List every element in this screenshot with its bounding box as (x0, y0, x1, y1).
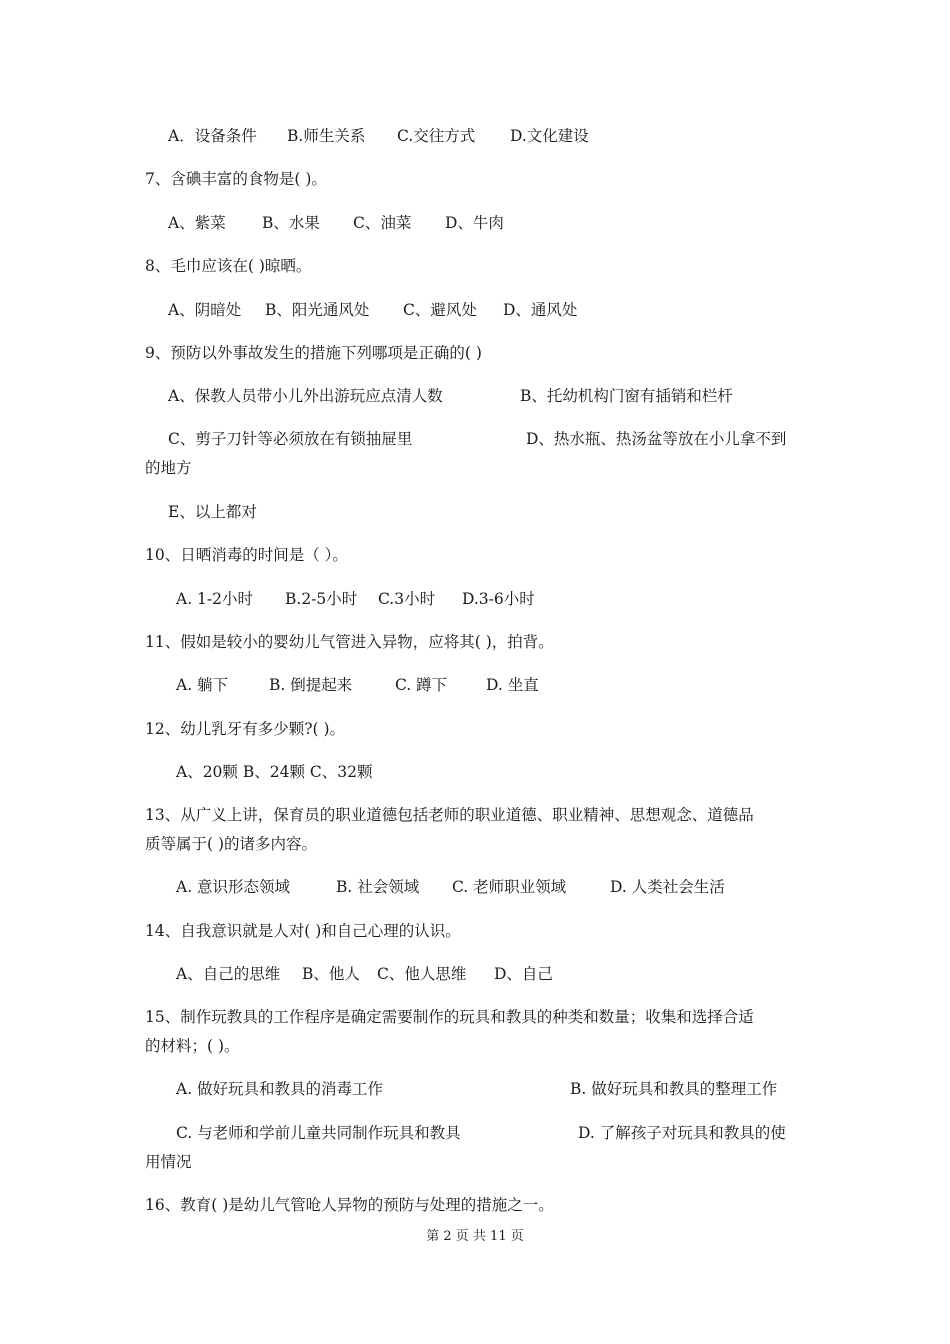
q15-option-c: C. 与老师和学前儿童共同制作玩具和教具 (176, 1124, 461, 1142)
q8-question: 8、毛巾应该在( )晾晒。 (145, 257, 312, 275)
q14-option-b: B、他人 (302, 965, 360, 983)
q6-option-d: D.文化建设 (510, 127, 589, 145)
q8-options (0, 296, 950, 325)
q11-option-c: C. 蹲下 (395, 676, 448, 694)
q15-question-continued: 的材料；( )。 (145, 1037, 240, 1055)
q8-option-b: B、阳光通风处 (265, 301, 370, 319)
q10-option-a: A. 1-2小时 (176, 590, 254, 608)
q14-option-c: C、他人思维 (377, 965, 467, 983)
q14-option-d: D、自己 (494, 965, 553, 983)
q15-option-b: B. 做好玩具和教具的整理工作 (570, 1080, 778, 1098)
q7-option-c: C、油菜 (353, 214, 412, 232)
q7-options (0, 209, 950, 238)
q11-option-d: D. 坐直 (486, 676, 539, 694)
q10-option-b: B.2-5小时 (285, 590, 358, 608)
q8-option-a: A、阴暗处 (168, 301, 242, 319)
q8-option-d: D、通风处 (503, 301, 578, 319)
q15-question: 15、制作玩教具的工作程序是确定需要制作的玩具和教具的种类和数量；收集和选择合适 (145, 1008, 754, 1026)
q11-option-a: A. 躺下 (176, 676, 229, 694)
q9-option-d: D、热水瓶、热汤盆等放在小儿拿不到 (526, 430, 787, 448)
page-number-footer: 第 2 页 共 11 页 (426, 1229, 524, 1244)
q13-options (0, 873, 950, 902)
q13-question-continued: 质等属于( )的诸多内容。 (145, 835, 318, 853)
q14-question: 14、自我意识就是人对( )和自己心理的认识。 (145, 922, 461, 940)
q6-options (0, 122, 950, 151)
q12-options: A、20颗 B、24颗 C、32颗 (176, 763, 373, 781)
q8-option-c: C、避风处 (403, 301, 477, 319)
q7-question: 7、含碘丰富的食物是( )。 (145, 170, 327, 188)
q10-question: 10、日晒消毒的时间是（ ）。 (145, 546, 348, 564)
q13-option-d: D. 人类社会生活 (610, 878, 725, 896)
q10-options (0, 585, 950, 614)
q7-option-d: D、牛肉 (445, 214, 504, 232)
q7-option-a: A、紫菜 (168, 214, 226, 232)
q9-question: 9、预防以外事故发生的措施下列哪项是正确的( ) (145, 344, 482, 362)
q14-options (0, 960, 950, 989)
q12-question: 12、幼儿乳牙有多少颗?( )。 (145, 720, 346, 738)
q9-option-c: C、剪子刀针等必须放在有锁抽屉里 (168, 430, 413, 448)
q15-option-d: D. 了解孩子对玩具和教具的使 (578, 1124, 786, 1142)
q10-option-c: C.3小时 (378, 590, 436, 608)
q11-options (0, 671, 950, 700)
q6-option-b: B.师生关系 (287, 127, 366, 145)
q16-question: 16、教育( )是幼儿气管呛人异物的预防与处理的措施之一。 (145, 1196, 554, 1214)
q9-option-a: A、保教人员带小儿外出游玩应点清人数 (168, 387, 443, 405)
q7-option-b: B、水果 (262, 214, 320, 232)
q6-option-a: A．设备条件 (168, 127, 257, 145)
q13-option-b: B. 社会领域 (336, 878, 420, 896)
q13-option-a: A. 意识形态领域 (176, 878, 291, 896)
q9-option-b: B、托幼机构门窗有插销和栏杆 (520, 387, 733, 405)
q11-question: 11、假如是较小的婴幼儿气管进入异物，应将其( )，拍背。 (145, 633, 554, 651)
q9-option-d-continued: 的地方 (145, 459, 192, 477)
q14-option-a: A、自己的思维 (176, 965, 281, 983)
q9-option-e: E、以上都对 (168, 503, 257, 521)
q13-option-c: C. 老师职业领域 (452, 878, 567, 896)
q10-option-d: D.3-6小时 (462, 590, 535, 608)
q15-option-d-continued: 用情况 (145, 1153, 192, 1171)
q6-option-c: C.交往方式 (397, 127, 476, 145)
q11-option-b: B. 倒提起来 (269, 676, 353, 694)
q15-option-a: A. 做好玩具和教具的消毒工作 (176, 1080, 384, 1098)
q13-question: 13、从广义上讲，保育员的职业道德包括老师的职业道德、职业精神、思想观念、道德品 (145, 806, 754, 824)
